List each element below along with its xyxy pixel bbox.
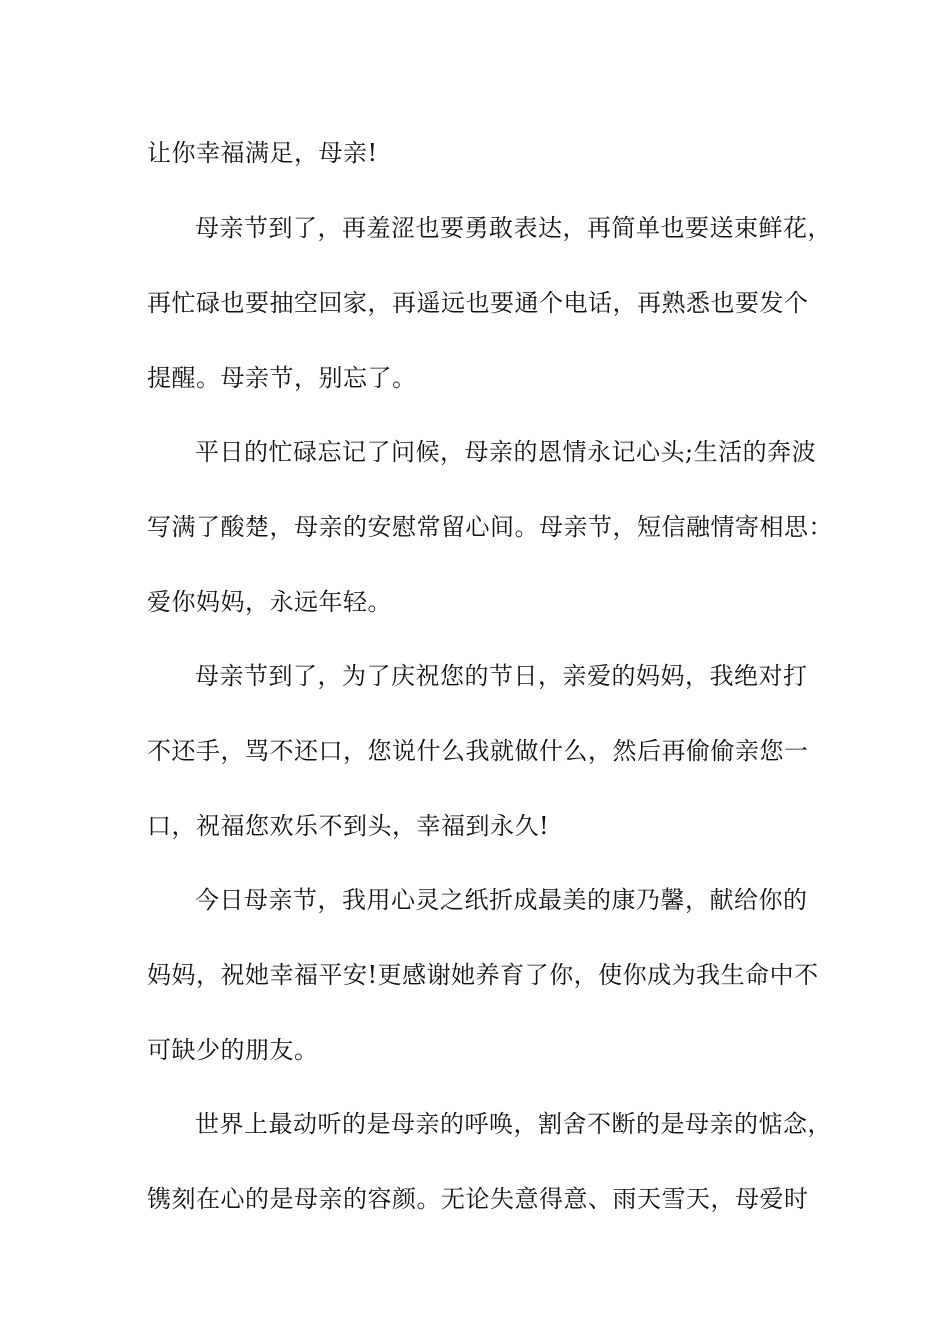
text-line: 不还手，骂不还口，您说什么我就做什么，然后再偷偷亲您一 [147, 737, 809, 765]
text-line: 让你幸福满足，母亲! [147, 139, 378, 167]
paragraph-first-line: 世界上最动听的是母亲的呼唤，割舍不断的是母亲的惦念， [195, 1110, 832, 1138]
text-line: 爱你妈妈，永远年轻。 [147, 588, 392, 616]
text-line: 再忙碌也要抽空回家，再遥远也要通个电话，再熟悉也要发个 [147, 289, 809, 317]
paragraph-first-line: 母亲节到了，再羞涩也要勇敢表达，再简单也要送束鲜花， [195, 214, 832, 242]
text-line: 提醒。母亲节，别忘了。 [147, 364, 417, 392]
text-line: 镌刻在心的是母亲的容颜。无论失意得意、雨天雪天，母爱时 [147, 1185, 809, 1213]
paragraph-first-line: 今日母亲节，我用心灵之纸折成最美的康乃馨，献给你的 [195, 886, 808, 914]
paragraph-first-line: 平日的忙碌忘记了问候，母亲的恩情永记心头;生活的奔波 [195, 438, 817, 466]
text-line: 可缺少的朋友。 [147, 1036, 319, 1064]
paragraph-first-line: 母亲节到了，为了庆祝您的节日，亲爱的妈妈，我绝对打 [195, 662, 808, 690]
text-line: 口，祝福您欢乐不到头，幸福到永久! [147, 812, 550, 840]
text-line: 妈妈，祝她幸福平安!更感谢她养育了你，使你成为我生命中不 [147, 961, 819, 989]
text-line: 写满了酸楚，母亲的安慰常留心间。母亲节，短信融情寄相思： [147, 513, 833, 541]
